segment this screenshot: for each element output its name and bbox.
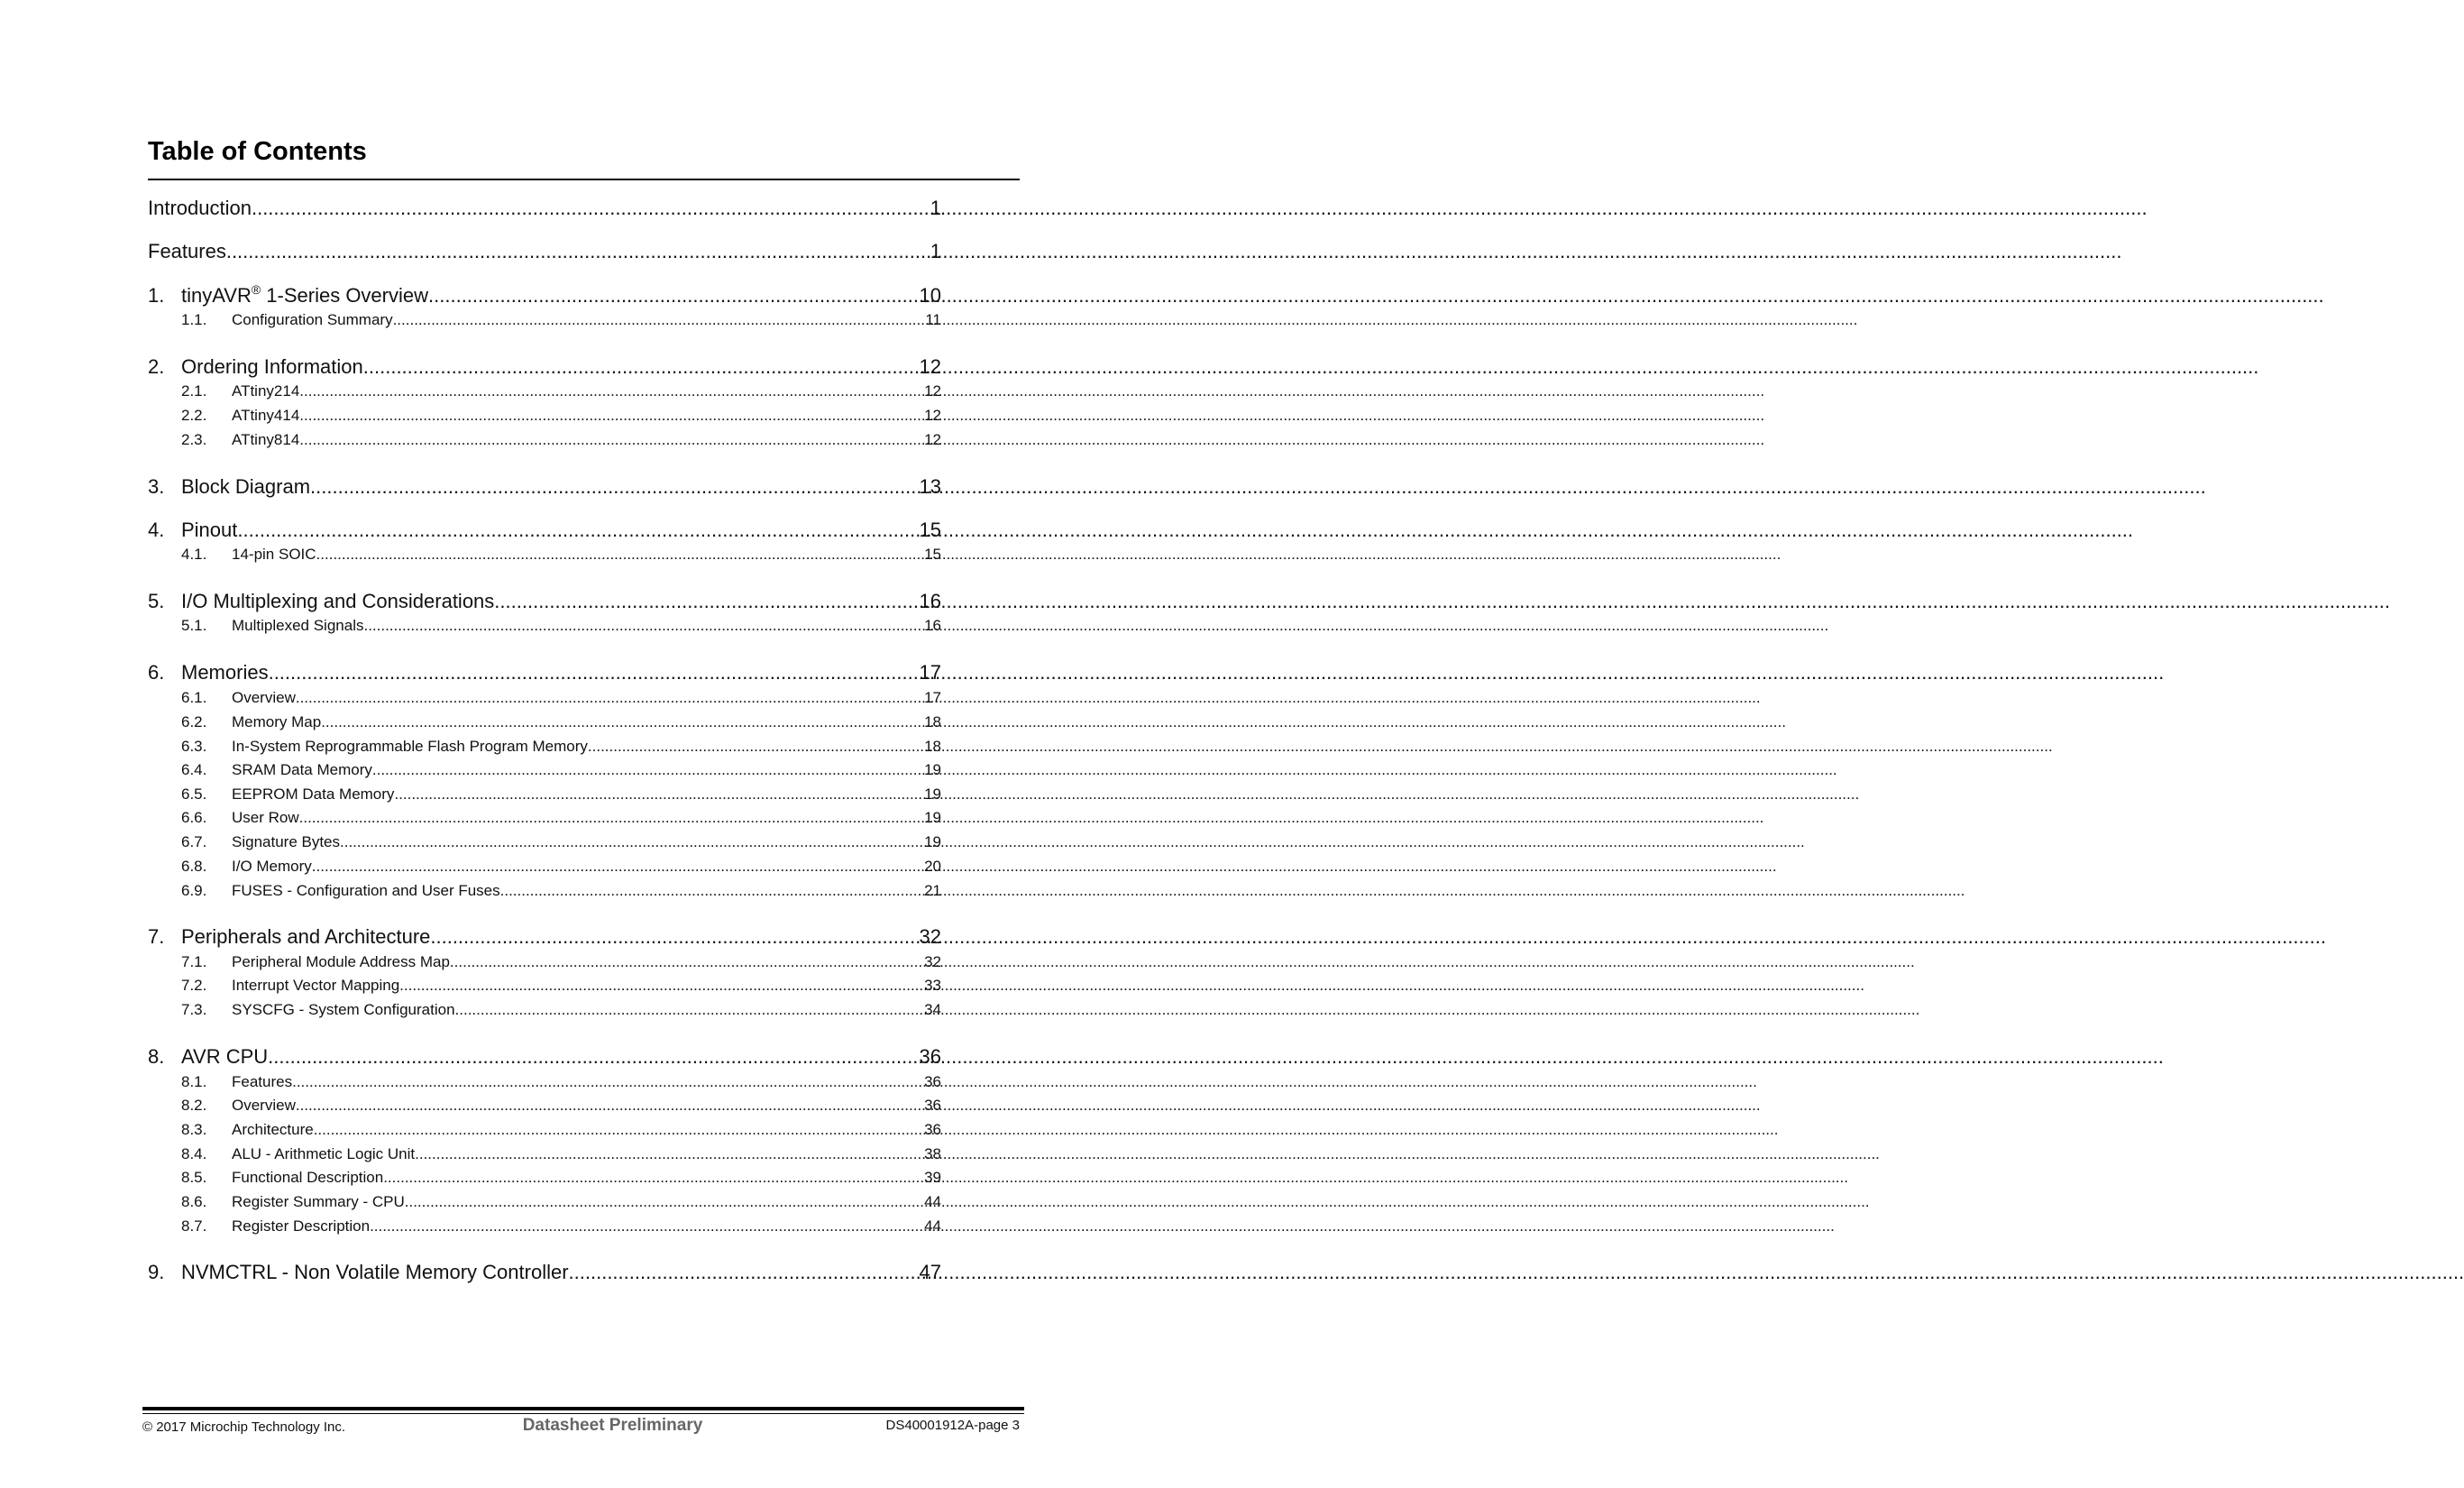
toc-section-entry[interactable] [148,473,941,501]
toc-dot-leader [299,381,922,401]
toc-entry-title [232,808,299,828]
toc-page-number: 16 [919,590,941,612]
toc-entry-title-text: Memory Map [232,713,322,730]
toc-entry-title [181,473,310,501]
toc-entry-title-text: Register Description [232,1217,371,1235]
toc-subsection-entry[interactable] [148,832,941,852]
toc-entry-title-text: Peripherals and Architecture [181,925,431,948]
toc-dot-leader [237,517,917,544]
toc-dot-leader [316,545,923,565]
toc-dot-leader [428,282,918,309]
toc-entry-title-text: Pinout [181,519,238,541]
toc-dot-leader [430,923,917,951]
toc-entry-title-text: I/O Multiplexing and Considerations [181,590,495,612]
toc-subsection-entry[interactable] [148,1217,941,1236]
toc-page-number: 33 [924,977,941,994]
toc-entry-number: 6.4. [181,761,207,778]
toc-entry-title [148,238,226,265]
toc-dot-leader [312,857,922,877]
toc-page-number: 12 [919,355,941,378]
toc-page-number: 12 [924,431,941,448]
toc-entry-title [232,1217,370,1236]
toc-entry-number: 2. [148,355,165,378]
toc-dot-leader [399,976,922,996]
toc-front-entry[interactable] [148,238,941,265]
toc-dot-leader [569,1259,918,1286]
toc-entry-number: 2.2. [181,407,207,424]
toc-entry-title [232,1000,455,1020]
toc-dot-leader [500,881,922,901]
toc-entry-title [232,406,299,426]
toc-entry-title [232,1072,292,1092]
toc-dot-leader [292,1072,922,1092]
footer-divider-thin [142,1413,1024,1414]
toc-entry-title [232,785,394,804]
toc-entry-number: 7.2. [181,977,207,994]
toc-entry-title-text: Memories [181,661,269,684]
toc-section-entry[interactable] [148,588,941,615]
toc-entry-number: 1.1. [181,311,207,328]
toc-entry-title [232,545,316,565]
toc-subsection-entry[interactable] [148,545,941,565]
toc-entry-number: 7.1. [181,953,207,970]
toc-page-number: 21 [924,882,941,899]
toc-dot-leader [299,430,922,450]
toc-entry-title [148,195,252,222]
toc-entry-number: 5.1. [181,617,207,634]
toc-entry-title-text: Configuration Summary [232,311,393,328]
toc-entry-number: 2.3. [181,431,207,448]
toc-entry-title [232,857,312,877]
toc-entry-title-text: Features [148,240,226,262]
toc-entry-number: 7.3. [181,1001,207,1018]
toc-entry-title [232,976,399,996]
toc-entry-title-text: I/O Memory [232,858,312,875]
toc-entry-title [181,1259,569,1286]
toc-subsection-entry[interactable] [148,1168,941,1188]
toc-subsection-entry[interactable] [148,760,941,780]
toc-subsection-entry[interactable] [148,881,941,901]
toc-entry-number: 8.2. [181,1097,207,1114]
toc-page-number: 13 [919,475,941,498]
footer-doc-id: DS40001912A-page 3 [885,1418,1020,1433]
toc-entry-number: 6.6. [181,809,207,826]
toc-entry-title-text: Block Diagram [181,475,311,498]
toc-dot-leader [340,832,922,852]
toc-section-entry[interactable] [148,659,941,686]
toc-entry-title [181,923,430,951]
toc-subsection-entry[interactable] [148,406,941,426]
toc-dot-leader [393,310,924,330]
toc-page-number: 19 [924,833,941,850]
toc-entry-title-text: Multiplexed Signals [232,617,364,634]
toc-dot-leader [383,1168,922,1188]
toc-subsection-entry[interactable] [148,688,941,708]
toc-dot-leader [372,760,922,780]
toc-entry-number: 1. [148,284,165,307]
toc-entry-number: 6.9. [181,882,207,899]
toc-entry-title-text: EEPROM Data Memory [232,785,395,803]
toc-entry-title [232,881,500,901]
toc-entry-title-suffix: 1-Series Overview [261,284,429,307]
toc-page-number: 1 [930,240,941,262]
toc-entry-number: 8.6. [181,1193,207,1210]
toc-entry-title-text: Ordering Information [181,355,363,378]
toc-dot-leader [415,1144,922,1164]
toc-entry-title [181,659,269,686]
toc-page-number: 15 [924,546,941,563]
toc-entry-title [232,832,340,852]
toc-dot-leader [494,588,917,615]
toc-page-number: 20 [924,858,941,875]
toc-dot-leader [450,952,922,972]
toc-page-number: 44 [924,1193,941,1210]
toc-page-number: 12 [924,382,941,400]
toc-entry-title [232,688,296,708]
toc-subsection-entry[interactable] [148,976,941,996]
toc-subsection-entry[interactable] [148,1120,941,1140]
toc-subsection-entry[interactable] [148,952,941,972]
toc-subsection-entry[interactable] [148,381,941,401]
toc-dot-leader [296,1096,922,1116]
toc-page-number: 38 [924,1145,941,1162]
toc-entry-number: 7. [148,925,165,948]
toc-entry-title-text: User Row [232,809,299,826]
footer-copyright: © 2017 Microchip Technology Inc. [142,1419,346,1435]
toc-entry-title [181,354,363,381]
toc-entry-number: 5. [148,590,165,612]
toc-entry-title-text: Interrupt Vector Mapping [232,977,400,994]
toc-entry-title [232,1144,415,1164]
toc-entry-title [232,760,372,780]
toc-entry-title [232,1192,405,1212]
toc-entry-title-text: SYSCFG - System Configuration [232,1001,455,1018]
toc-dot-leader [588,737,922,757]
toc-page-number: 34 [924,1001,941,1018]
toc-entry-number: 8.3. [181,1121,207,1138]
toc-dot-leader [314,1120,922,1140]
toc-entry-number: 8.5. [181,1169,207,1186]
toc-entry-title [232,1120,314,1140]
toc-dot-leader [299,406,922,426]
toc-entry-number: 8.4. [181,1145,207,1162]
toc-section-entry[interactable] [148,517,941,544]
toc-entry-title [232,310,393,330]
toc-dot-leader [455,1000,923,1020]
toc-dot-leader [299,808,922,828]
toc-page-number: 44 [924,1217,941,1235]
toc-section-entry[interactable] [148,282,941,309]
toc-page-number: 18 [924,713,941,730]
toc-entry-title-text: SRAM Data Memory [232,761,372,778]
toc-entry-title-text: tinyAVR [181,284,252,307]
title-divider [148,179,1020,180]
toc-entry-number: 6.7. [181,833,207,850]
toc-dot-leader [370,1217,922,1236]
toc-subsection-entry[interactable] [148,857,941,877]
toc-page-number: 17 [924,689,941,706]
toc-page-number: 36 [924,1073,941,1090]
toc-subsection-entry[interactable] [148,712,941,732]
toc-entry-number: 4. [148,519,165,541]
toc-dot-leader [252,195,929,222]
toc-entry-title-text: NVMCTRL - Non Volatile Memory Controller [181,1261,569,1283]
toc-page-number: 19 [924,761,941,778]
toc-page-number: 47 [919,1261,941,1283]
toc-entry-title [232,381,299,401]
toc-entry-title [232,1168,383,1188]
toc-entry-number: 8.7. [181,1217,207,1235]
toc-entry-title [181,517,237,544]
toc-entry-number: 6.1. [181,689,207,706]
toc-entry-title-text: Overview [232,689,296,706]
toc-entry-number: 6.2. [181,713,207,730]
toc-page-number: 16 [924,617,941,634]
toc-dot-leader [321,712,922,732]
toc-entry-title-text: Overview [232,1097,296,1114]
toc-entry-title [232,430,299,450]
toc-page-number: 12 [924,407,941,424]
toc-subsection-entry[interactable] [148,1144,941,1164]
toc-dot-leader [226,238,929,265]
toc-page-number: 17 [919,661,941,684]
registered-trademark-mark: ® [251,282,261,297]
toc-dot-leader [269,659,918,686]
toc-entry-title-text: Features [232,1073,293,1090]
toc-entry-number: 4.1. [181,546,207,563]
toc-entry-title [181,282,428,309]
toc-entry-title [232,616,363,636]
toc-page-number: 32 [919,925,941,948]
toc-section-entry[interactable] [148,354,941,381]
toc-entry-number: 6.8. [181,858,207,875]
toc-entry-title [232,952,450,972]
toc-section-entry[interactable] [148,923,941,951]
toc-entry-title-text: Peripheral Module Address Map [232,953,450,970]
toc-entry-title-text: Functional Description [232,1169,384,1186]
toc-entry-title [181,588,494,615]
toc-entry-number: 8. [148,1045,165,1068]
toc-entry-number: 9. [148,1261,165,1283]
footer-status-label: Datasheet Preliminary [522,1416,703,1435]
footer-divider-thick [142,1407,1024,1410]
toc-entry-title [181,1043,268,1070]
toc-entry-number: 6.3. [181,738,207,755]
toc-dot-leader [363,616,922,636]
toc-entry-title-text: Register Summary - CPU [232,1193,405,1210]
toc-entry-title-text: Architecture [232,1121,314,1138]
toc-subsection-entry[interactable] [148,785,941,804]
toc-section-entry[interactable] [148,1259,941,1286]
toc-subsection-entry[interactable] [148,1072,941,1092]
toc-front-entry[interactable] [148,195,941,222]
toc-subsection-entry[interactable] [148,1000,941,1020]
toc-entry-title-text: Introduction [148,197,252,219]
toc-entry-title-text: AVR CPU [181,1045,269,1068]
toc-dot-leader [405,1192,922,1212]
toc-entry-title-text: ATtiny414 [232,407,300,424]
toc-page-number: 11 [925,311,941,328]
toc-page-number: 15 [919,519,941,541]
toc-entry-title [232,1096,296,1116]
toc-subsection-entry[interactable] [148,1096,941,1116]
toc-subsection-entry[interactable] [148,430,941,450]
toc-entry-title-text: In-System Reprogrammable Flash Program Memory [232,738,588,755]
page-title: Table of Contents [148,137,367,166]
toc-entry-title [232,737,588,757]
toc-entry-number: 6. [148,661,165,684]
toc-page-number: 32 [924,953,941,970]
toc-entry-title-text: ALU - Arithmetic Logic Unit [232,1145,416,1162]
toc-entry-title-text: Signature Bytes [232,833,341,850]
toc-entry-title-text: 14-pin SOIC [232,546,316,563]
toc-page-number: 18 [924,738,941,755]
toc-entry-number: 8.1. [181,1073,207,1090]
toc-page-number: 36 [924,1121,941,1138]
toc-subsection-entry[interactable] [148,310,941,330]
toc-entry-title [232,712,321,732]
toc-page-number: 39 [924,1169,941,1186]
toc-subsection-entry[interactable] [148,737,941,757]
toc-dot-leader [310,473,917,501]
toc-page-number: 36 [919,1045,941,1068]
toc-entry-title-text: ATtiny814 [232,431,300,448]
toc-entry-number: 6.5. [181,785,207,803]
toc-subsection-entry[interactable] [148,808,941,828]
toc-entry-number: 2.1. [181,382,207,400]
toc-dot-leader [394,785,922,804]
toc-entry-number: 3. [148,475,165,498]
toc-dot-leader [296,688,922,708]
toc-entry-title-text: ATtiny214 [232,382,300,400]
toc-page-number: 19 [924,809,941,826]
toc-entry-title-text: FUSES - Configuration and User Fuses [232,882,500,899]
toc-dot-leader [268,1043,917,1070]
toc-subsection-entry[interactable] [148,1192,941,1212]
toc-page-number: 19 [924,785,941,803]
toc-page-number: 36 [924,1097,941,1114]
toc-page-number: 1 [930,197,941,219]
toc-page-number: 10 [919,284,941,307]
toc-subsection-entry[interactable] [148,616,941,636]
toc-dot-leader [363,354,918,381]
toc-section-entry[interactable] [148,1043,941,1070]
